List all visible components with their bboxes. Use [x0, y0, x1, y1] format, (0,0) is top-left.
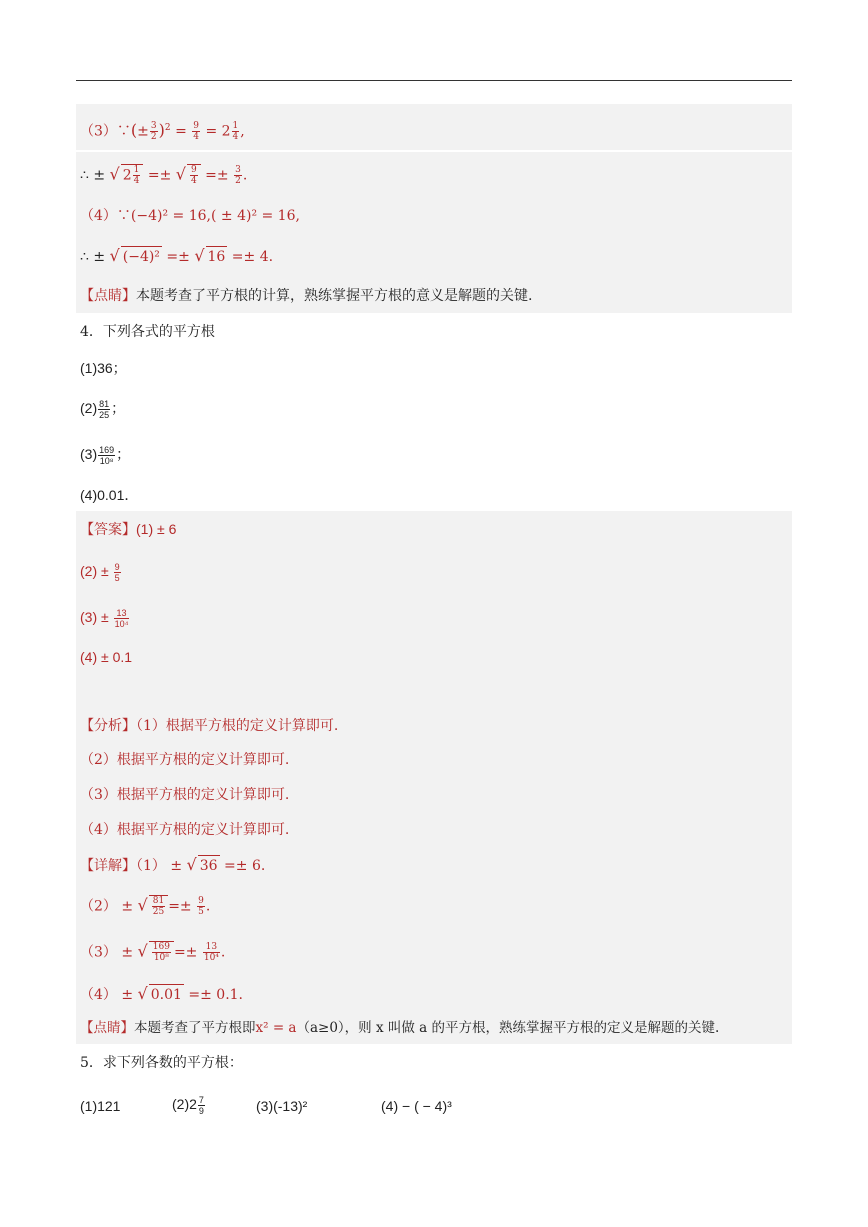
sqrt-sign: √	[137, 984, 148, 1003]
question-5-title: 5．求下列各数的平方根：	[80, 1055, 243, 1071]
fraction: $\frac{13}{\text{10⁴}}$	[114, 607, 129, 629]
question-4-item-4: (4)0.01．	[80, 487, 139, 503]
analysis-line-1: 【分析】（1）根据平方根的定义计算即可.	[80, 718, 339, 734]
answer-tag: 【答案】	[80, 522, 136, 538]
fraction: $\frac{13}{\text{10⁴}}$	[203, 942, 219, 963]
question-5-item-4: (4) − ( − 4)³	[381, 1098, 452, 1114]
sqrt-sign: √	[186, 855, 197, 874]
question-5-item-2: (2)2 $\frac{7}{9}$	[172, 1094, 204, 1116]
detail-tag: 【详解】	[80, 858, 136, 874]
detail-line-1: 【详解】（1） ± √ 36 =± 6.	[80, 855, 266, 874]
radicand: $\frac{9}{4}$	[187, 164, 201, 186]
radicand: $\frac{169}{\text{10⁸}}$	[149, 941, 174, 963]
answer-line-2: (2) ± $\frac{9}{5}$	[80, 561, 120, 583]
question-4-item-1: (1)36；	[80, 360, 127, 376]
fraction: $\frac{81}{25}$	[99, 398, 110, 420]
analysis-line-4: （4）根据平方根的定义计算即可.	[80, 822, 290, 838]
question-4-title: 4．下列各式的平方根	[80, 324, 215, 340]
solution-line-4-result: ∴ ± √ (−4)² =± √ 16 =± 4.	[80, 246, 274, 265]
answer-line-3: (3) ± $\frac{13}{\text{10⁴}}$	[80, 607, 129, 629]
answer-line-4: (4) ± 0.1	[80, 649, 133, 665]
question-5-item-3: (3)(-13)²	[256, 1098, 308, 1114]
answer-line-1: 【答案】(1) ± 6	[80, 521, 177, 538]
fraction: $\frac{7}{9}$	[198, 1094, 204, 1116]
solution-line-4: （4）∵(−4)² = 16,( ± 4)² = 16,	[80, 208, 300, 224]
fraction: $\frac{169}{\text{10⁸}}$	[99, 444, 115, 466]
sqrt-sign: √	[194, 246, 205, 265]
fraction: $\frac{9}{5}$	[114, 561, 120, 583]
answer-box-q4	[76, 511, 792, 1044]
comment-tag: 【点睛】	[80, 288, 136, 304]
question-5-item-1: (1)121	[80, 1098, 121, 1114]
solution-line-3: （3）∵(± $\frac{3}{2}$ )$^2$ = $\frac{9}{4}$ = 2 $\frac{1}{4}$ ,	[80, 120, 245, 143]
sqrt-sign: √	[137, 895, 148, 915]
fraction: $\frac{1}{4}$	[232, 121, 239, 143]
solution-line-3-result: ∴ ± √ 2 $\frac{1}{4}$ =± √ $\frac{9}{4}$ =± $\frac{3}{2}$ .	[80, 164, 248, 186]
sqrt-sign: √	[137, 941, 148, 961]
analysis-line-2: （2）根据平方根的定义计算即可.	[80, 752, 290, 768]
sqrt-sign: √	[175, 164, 186, 184]
sqrt-sign: √	[109, 246, 120, 265]
sqrt-sign: √	[109, 164, 120, 184]
radicand: $\frac{81}{25}$	[149, 895, 168, 917]
comment-line: 【点睛】本题考查了平方根的计算，熟练掌握平方根的意义是解题的关键.	[80, 288, 533, 304]
analysis-tag: 【分析】	[80, 718, 136, 734]
fraction: $\frac{3}{2}$	[235, 165, 241, 186]
comment-tag: 【点睛】	[80, 1020, 134, 1036]
detail-line-2: （2） ± √ $\frac{81}{25}$ =± $\frac{9}{5}$ .	[80, 895, 211, 917]
fraction: $\frac{9}{5}$	[198, 896, 204, 917]
question-4-item-2: (2) $\frac{81}{25}$ ；	[80, 398, 126, 420]
detail-line-3: （3） ± √ $\frac{169}{\text{10⁸}}$ =± $\frac{13}{\text{10⁴}}$ .	[80, 941, 226, 963]
analysis-line-3: （3）根据平方根的定义计算即可.	[80, 787, 290, 803]
detail-line-4: （4） ± √ 0.01 =± 0.1.	[80, 984, 243, 1003]
comment-line-q4: 【点睛】本题考查了平方根即x² = a（a≥0），则 x 叫做 a 的平方根，熟练掌握平方根的定义是解题的关键.	[80, 1020, 720, 1036]
fraction: $\frac{9}{4}$	[193, 121, 199, 143]
question-4-item-3: (3) $\frac{169}{\text{10⁸}}$ ；	[80, 444, 131, 466]
radicand: 2 $\frac{1}{4}$	[121, 164, 144, 186]
fraction: $\frac{3}{2}$	[150, 121, 157, 143]
header-rule	[76, 80, 792, 81]
